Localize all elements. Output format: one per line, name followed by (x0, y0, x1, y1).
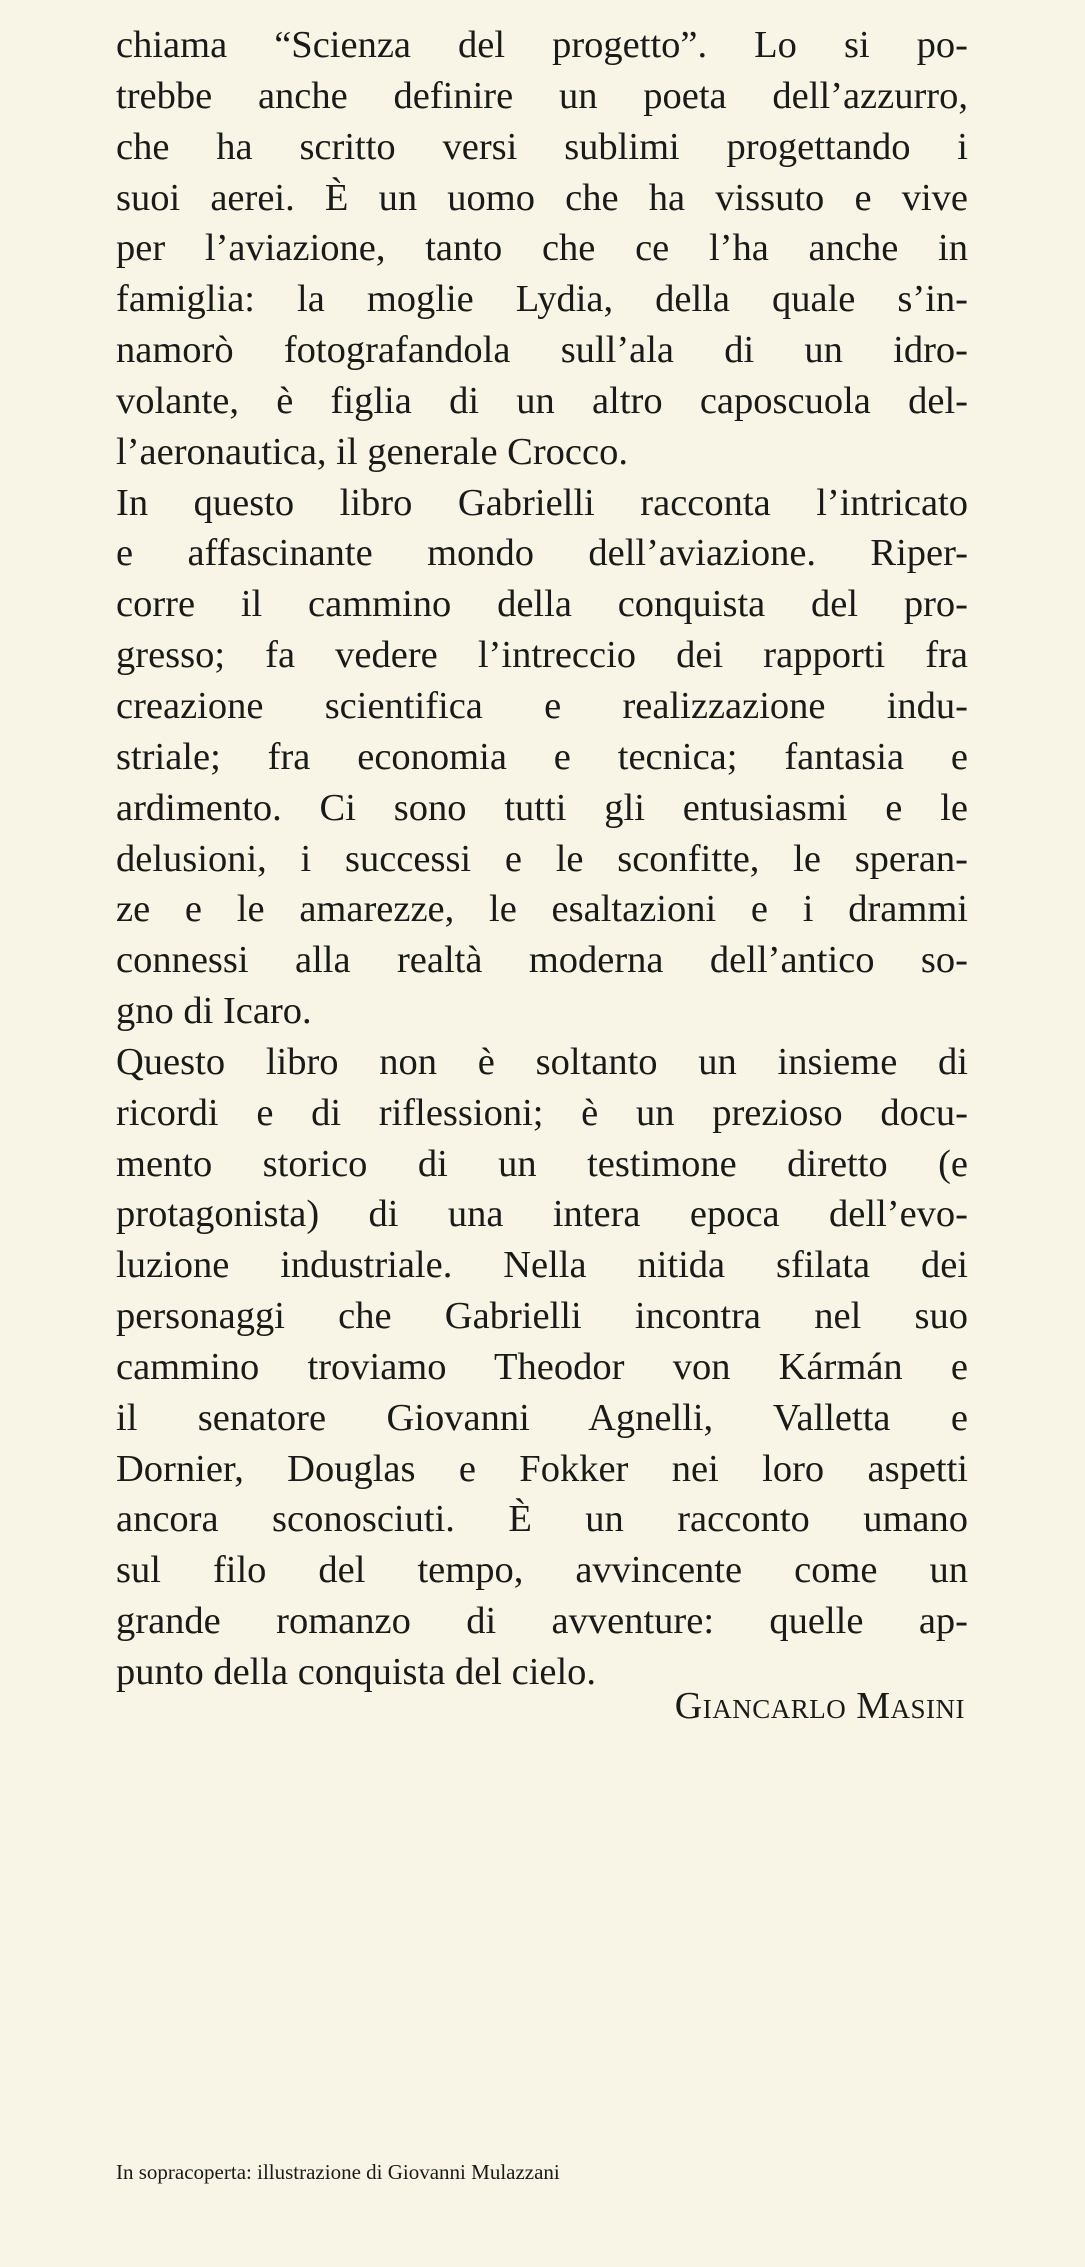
text-line: ricordi e di riflessioni; è un prezioso docu- (116, 1091, 968, 1134)
text-line: In questo libro Gabrielli racconta l’intricato (116, 481, 968, 524)
paragraph-2 (116, 478, 968, 1037)
text-line: Questo libro non è soltanto un insieme di (116, 1040, 968, 1083)
text-line: gresso; fa vedere l’intreccio dei rapporti fra (116, 634, 968, 677)
text-line: luzione industriale. Nella nitida sfilata dei (116, 1244, 968, 1287)
text-line: punto della conquista del cielo. (116, 1651, 597, 1693)
text-line: ze e le amarezze, le esaltazioni e i drammi (116, 888, 968, 931)
text-line: corre il cammino della conquista del pro- (116, 583, 968, 626)
text-line: volante, è figlia di un altro caposcuola del- (116, 379, 968, 422)
text-line: grande romanzo di avventure: quelle ap- (116, 1600, 968, 1643)
cover-illustration-credit: In sopracoperta: illustrazione di Giovanni Mulazzani (116, 2160, 560, 2184)
text-line: suoi aerei. È un uomo che ha vissuto e vive (116, 176, 968, 219)
flap-body-text (116, 20, 968, 1698)
text-line: ancora sconosciuti. È un racconto umano (116, 1498, 968, 1541)
text-line: namorò fotografandola sull’ala di un idro- (116, 329, 968, 372)
text-line: per l’aviazione, tanto che ce l’ha anche in (116, 227, 968, 270)
text-line: personaggi che Gabrielli incontra nel suo (116, 1295, 968, 1338)
text-line: che ha scritto versi sublimi progettando i (116, 125, 968, 168)
text-line: delusioni, i successi e le sconfitte, le speran- (116, 837, 968, 880)
author-signature: Giancarlo Masini (674, 1685, 965, 1727)
text-line: e affascinante mondo dell’aviazione. Riper- (116, 532, 968, 575)
text-line: trebbe anche definire un poeta dell’azzurro, (116, 74, 968, 117)
text-line: l’aeronautica, il generale Crocco. (116, 430, 628, 473)
text-line: ardimento. Ci sono tutti gli entusiasmi e le (116, 786, 968, 829)
text-line: mento storico di un testimone diretto (e (116, 1142, 968, 1185)
text-line: creazione scientifica e realizzazione indu- (116, 684, 968, 727)
text-line: chiama “Scienza del progetto”. Lo si po- (116, 24, 968, 66)
paragraph-3 (116, 1037, 968, 1698)
text-line: il senatore Giovanni Agnelli, Valletta e (116, 1396, 968, 1439)
text-line: Dornier, Douglas e Fokker nei loro aspetti (116, 1447, 968, 1490)
text-line: famiglia: la moglie Lydia, della quale s’in- (116, 278, 968, 321)
text-line: sul filo del tempo, avvincente come un (116, 1549, 968, 1592)
text-line: connessi alla realtà moderna dell’antico so- (116, 939, 968, 982)
text-line: striale; fra economia e tecnica; fantasia e (116, 735, 968, 778)
paragraph-1 (116, 20, 968, 478)
text-line: gno di Icaro. (116, 990, 312, 1033)
text-line: protagonista) di una intera epoca dell’evo- (116, 1193, 968, 1236)
text-line: cammino troviamo Theodor von Kármán e (116, 1345, 968, 1388)
